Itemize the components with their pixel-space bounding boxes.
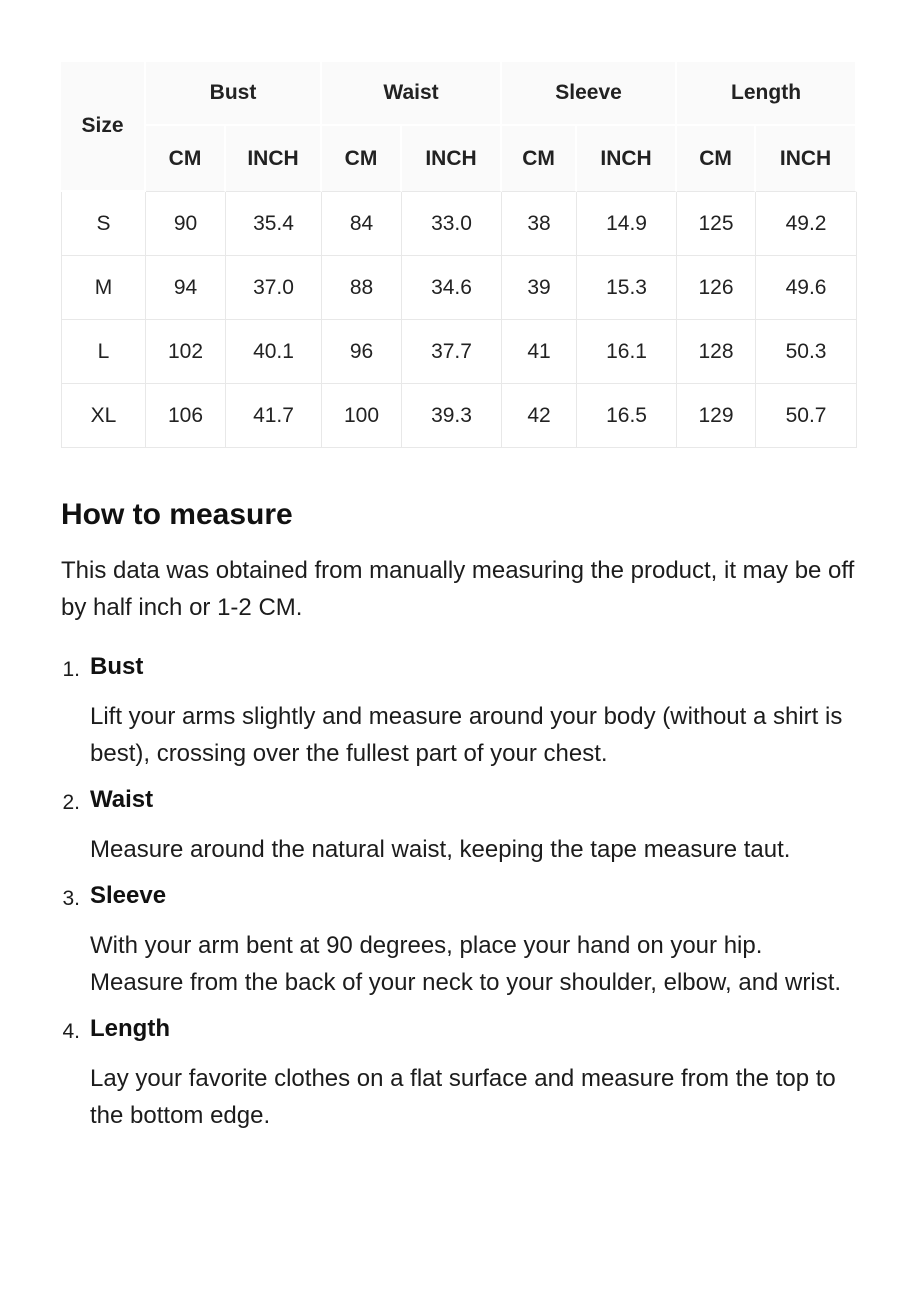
cell-sleeve-inch: 15.3 bbox=[577, 256, 677, 320]
step-body bbox=[90, 785, 857, 868]
step-number: 3. bbox=[62, 887, 80, 910]
measure-steps-list bbox=[61, 652, 857, 1134]
header-row-units bbox=[61, 126, 857, 192]
header-row-groups bbox=[61, 62, 857, 126]
step-number: 2. bbox=[62, 791, 80, 814]
step-title: Waist bbox=[90, 786, 154, 813]
size-chart-header bbox=[61, 62, 857, 192]
cell-bust-cm: 94 bbox=[146, 256, 226, 320]
cell-size: S bbox=[61, 192, 146, 256]
table-row-m bbox=[61, 256, 857, 320]
how-to-measure-heading: How to measure bbox=[61, 498, 293, 531]
cell-bust-inch: 40.1 bbox=[226, 320, 322, 384]
step-title: Sleeve bbox=[90, 882, 167, 909]
unit-header-cm: CM bbox=[322, 126, 402, 192]
step-body bbox=[90, 1014, 857, 1134]
cell-sleeve-inch: 14.9 bbox=[577, 192, 677, 256]
unit-header-inch: INCH bbox=[226, 126, 322, 192]
unit-header-cm: CM bbox=[677, 126, 756, 192]
step-description: Measure around the natural waist, keeping the tape measure taut. bbox=[90, 836, 791, 863]
step-description: Lift your arms slightly and measure around your body (without a shirt is best), crossing over the fullest part of your chest. bbox=[90, 703, 843, 767]
unit-header-inch: INCH bbox=[756, 126, 857, 192]
measure-disclaimer-text: This data was obtained from manually measuring the product, it may be off by half inch or 1-2 CM. bbox=[61, 557, 855, 621]
cell-length-inch: 50.3 bbox=[756, 320, 857, 384]
cell-length-cm: 126 bbox=[677, 256, 756, 320]
unit-header-cm: CM bbox=[502, 126, 577, 192]
cell-bust-cm: 102 bbox=[146, 320, 226, 384]
step-body bbox=[90, 881, 857, 1001]
measure-step-sleeve bbox=[61, 881, 857, 1001]
measure-step-bust bbox=[61, 652, 857, 772]
unit-header-inch: INCH bbox=[402, 126, 502, 192]
cell-sleeve-inch: 16.5 bbox=[577, 384, 677, 448]
cell-length-cm: 128 bbox=[677, 320, 756, 384]
column-header-length: Length bbox=[677, 62, 857, 126]
cell-size: XL bbox=[61, 384, 146, 448]
column-header-waist: Waist bbox=[322, 62, 502, 126]
cell-waist-cm: 100 bbox=[322, 384, 402, 448]
cell-waist-inch: 34.6 bbox=[402, 256, 502, 320]
cell-bust-inch: 35.4 bbox=[226, 192, 322, 256]
column-header-bust: Bust bbox=[146, 62, 322, 126]
measure-step-length bbox=[61, 1014, 857, 1134]
cell-waist-inch: 39.3 bbox=[402, 384, 502, 448]
cell-waist-cm: 84 bbox=[322, 192, 402, 256]
cell-length-inch: 49.6 bbox=[756, 256, 857, 320]
cell-bust-cm: 90 bbox=[146, 192, 226, 256]
step-title: Bust bbox=[90, 653, 144, 680]
table-row-l bbox=[61, 320, 857, 384]
column-header-size: Size bbox=[61, 62, 146, 192]
cell-waist-cm: 96 bbox=[322, 320, 402, 384]
cell-size: L bbox=[61, 320, 146, 384]
cell-sleeve-cm: 39 bbox=[502, 256, 577, 320]
step-description: With your arm bent at 90 degrees, place your hand on your hip. Measure from the back of your neck to your shoulder, elbow, and wrist. bbox=[90, 932, 842, 996]
cell-bust-inch: 41.7 bbox=[226, 384, 322, 448]
table-row-xl bbox=[61, 384, 857, 448]
unit-header-inch: INCH bbox=[577, 126, 677, 192]
step-number: 4. bbox=[62, 1020, 80, 1043]
step-body bbox=[90, 652, 857, 772]
cell-length-cm: 129 bbox=[677, 384, 756, 448]
cell-bust-cm: 106 bbox=[146, 384, 226, 448]
size-chart-body bbox=[61, 192, 857, 448]
column-header-sleeve: Sleeve bbox=[502, 62, 677, 126]
size-chart-table bbox=[61, 62, 857, 448]
cell-size: M bbox=[61, 256, 146, 320]
cell-length-cm: 125 bbox=[677, 192, 756, 256]
cell-bust-inch: 37.0 bbox=[226, 256, 322, 320]
cell-sleeve-inch: 16.1 bbox=[577, 320, 677, 384]
cell-length-inch: 50.7 bbox=[756, 384, 857, 448]
step-number: 1. bbox=[62, 658, 80, 681]
cell-waist-inch: 33.0 bbox=[402, 192, 502, 256]
cell-sleeve-cm: 42 bbox=[502, 384, 577, 448]
step-title: Length bbox=[90, 1015, 170, 1042]
cell-sleeve-cm: 41 bbox=[502, 320, 577, 384]
cell-length-inch: 49.2 bbox=[756, 192, 857, 256]
measure-step-waist bbox=[61, 785, 857, 868]
unit-header-cm: CM bbox=[146, 126, 226, 192]
table-row-s bbox=[61, 192, 857, 256]
cell-waist-inch: 37.7 bbox=[402, 320, 502, 384]
cell-waist-cm: 88 bbox=[322, 256, 402, 320]
step-description: Lay your favorite clothes on a flat surface and measure from the top to the bottom edge. bbox=[90, 1065, 836, 1129]
cell-sleeve-cm: 38 bbox=[502, 192, 577, 256]
